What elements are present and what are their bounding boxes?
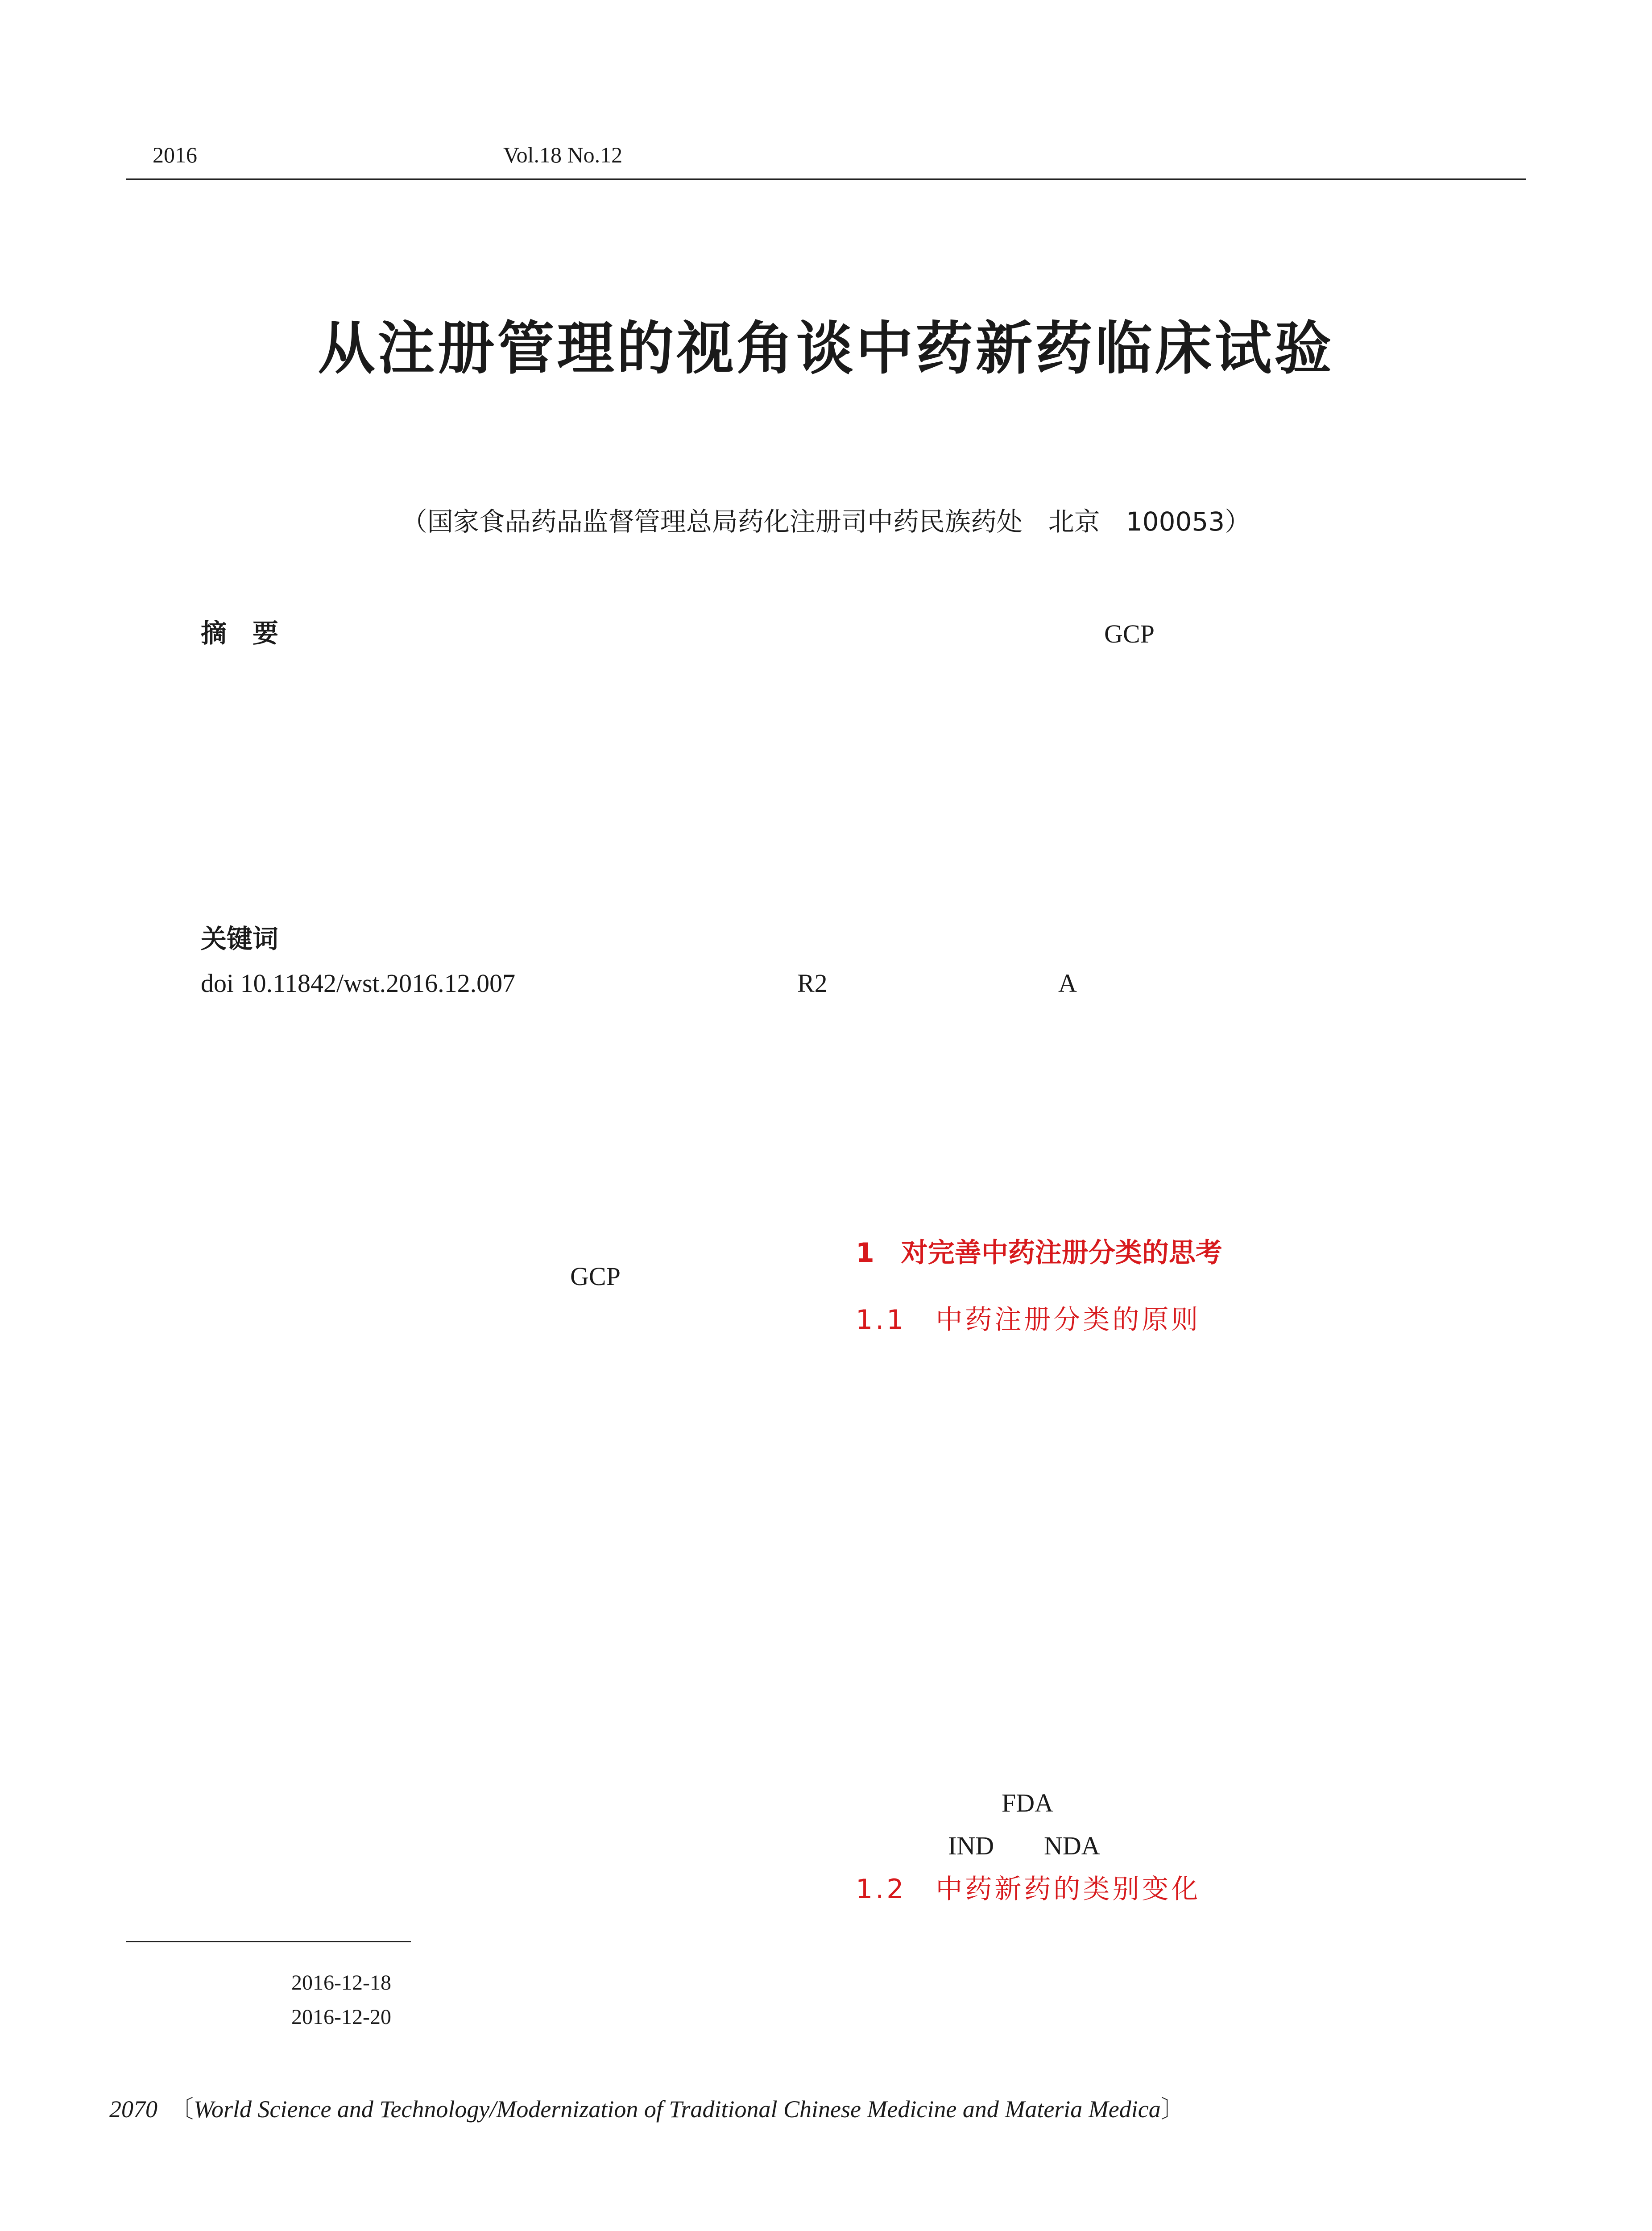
article-title: 从注册管理的视角谈中药新药临床试验 <box>318 315 1334 382</box>
fda-text: FDA <box>1002 1788 1054 1817</box>
nda-text: NDA <box>1044 1831 1100 1860</box>
abstract-label: 摘 要 <box>201 618 279 648</box>
journal-name: World Science and Technology/Modernization of Traditional Chinese Medicine and Materia Medica <box>194 2096 1161 2123</box>
author-affiliation: （国家食品药品监督管理总局药化注册司中药民族药处 北京 100053） <box>401 506 1251 537</box>
header-volume: Vol.18 No.12 <box>503 142 623 167</box>
ind-text: IND <box>948 1831 994 1860</box>
revised-date: 2016-12-20 <box>291 2005 391 2029</box>
abstract-gcp: GCP <box>1104 619 1155 648</box>
footnote-rule <box>126 1941 411 1942</box>
keywords-label: 关键词 <box>201 924 279 954</box>
section-1-2-heading: 1.2 中药新药的类别变化 <box>856 1874 1201 1905</box>
document-code: A <box>1058 969 1077 998</box>
clc-number: R2 <box>797 969 828 998</box>
section-1-1-heading: 1.1 中药注册分类的原则 <box>856 1304 1201 1335</box>
page-footer <box>109 2097 1185 2121</box>
section-1-heading: 1 对完善中药注册分类的思考 <box>856 1237 1222 1269</box>
page-number: 2070 <box>109 2096 157 2123</box>
header-year: 2016 <box>153 142 197 167</box>
footer-bracket-open: 〔 <box>170 2096 194 2123</box>
header-rule <box>126 178 1526 180</box>
doi-text: doi 10.11842/wst.2016.12.007 <box>201 969 516 998</box>
left-gcp: GCP <box>570 1262 621 1291</box>
footer-bracket-close: 〕 <box>1160 2096 1185 2123</box>
received-date: 2016-12-18 <box>291 1971 391 1995</box>
